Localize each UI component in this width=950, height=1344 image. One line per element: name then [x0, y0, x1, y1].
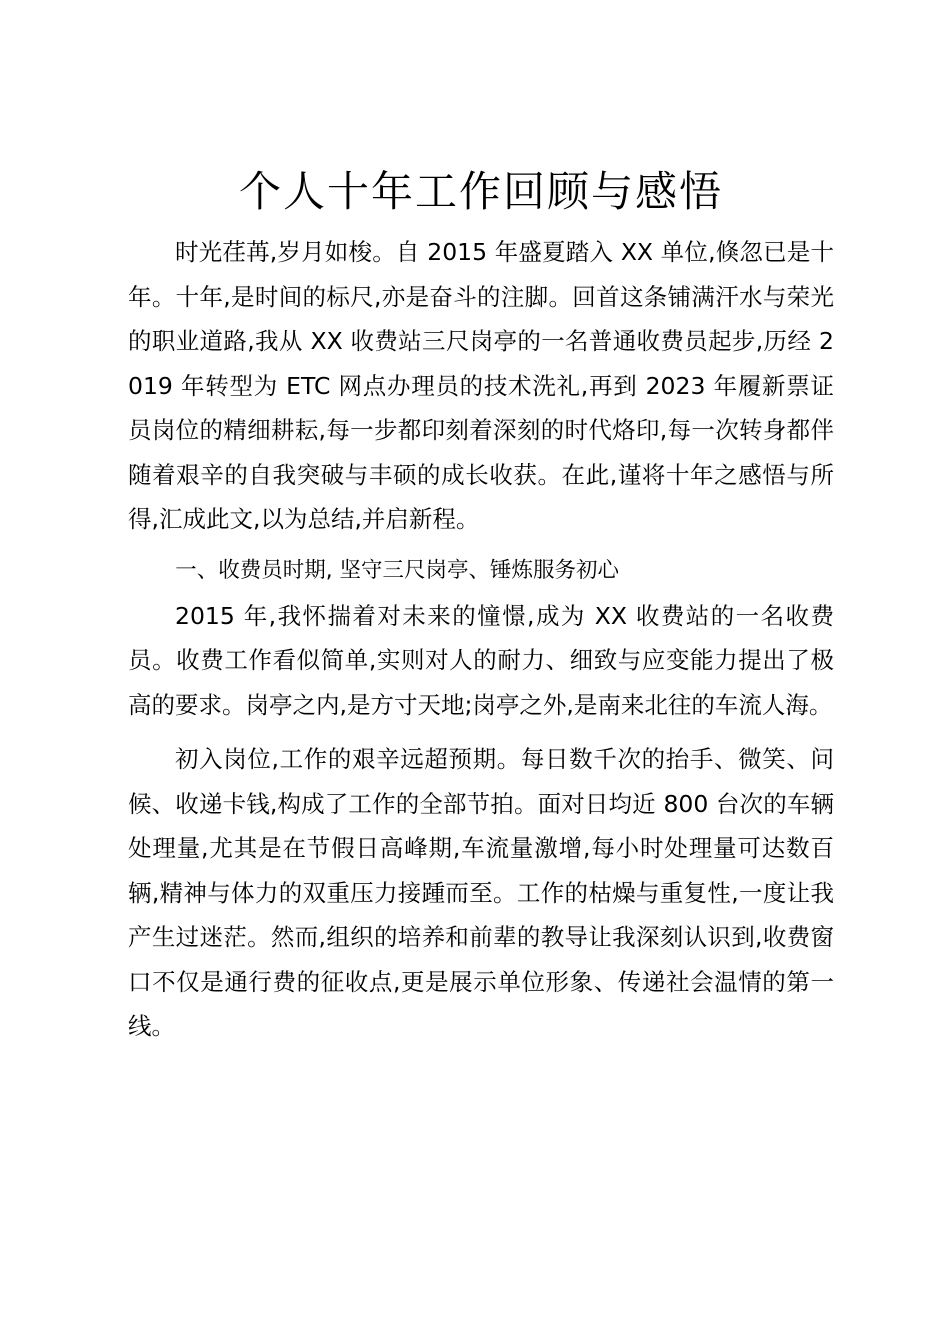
section-heading: 一、收费员时期, 坚守三尺岗亭、锤炼服务初心	[175, 557, 619, 583]
document-body	[128, 160, 834, 1049]
section-paragraph-2: 初入岗位,工作的艰辛远超预期。每日数千次的抬手、微笑、问候、收递卡钱,构成了工作的全部节拍。面对日均近 800 台次的车辆处理量,尤其是在节假日高峰期,车流量激增,每小时处理量可达数百辆,精神与体力的双重压力接踵而至。工作的枯燥与重复性,一度让我产生过迷茫。然而,组织的培养和前辈的教导让我深刻认识到,收费窗口不仅是通行费的征收点,更是展示单位形象、传递社会温情的第一线。	[128, 745, 834, 1040]
section-paragraph-1: 2015 年,我怀揣着对未来的憧憬,成为 XX 收费站的一名收费员。收费工作看似简单,实则对人的耐力、细致与应变能力提出了极高的要求。岗亭之内,是方寸天地;岗亭之外,是南来北往的车流人海。	[128, 601, 834, 719]
document-title: 个人十年工作回顾与感悟	[238, 167, 723, 216]
intro-paragraph: 时光荏苒,岁月如梭。自 2015 年盛夏踏入 XX 单位,倏忽已是十年。十年,是时间的标尺,亦是奋斗的注脚。回首这条铺满汗水与荣光的职业道路,我从 XX 收费站三尺岗亭的一名普通收费员起步,历经 2019 年转型为 ETC 网点办理员的技术洗礼,再到 2023 年履新票证员岗位的精细耕耘,每一步都印刻着深刻的时代烙印,每一次转身都伴随着艰辛的自我突破与丰硕的成长收获。在此,谨将十年之感悟与所得,汇成此文,以为总结,并启新程。	[128, 238, 834, 533]
